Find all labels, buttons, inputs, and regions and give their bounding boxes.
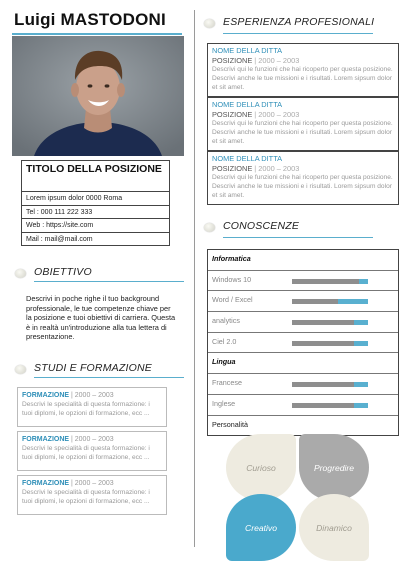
skill-name: Word / Excel (212, 295, 253, 305)
education-label: FORMAZIONE (22, 392, 70, 399)
company-name: NOME DELLA DITTA (212, 100, 283, 109)
contact-mail: Mail : mail@mail.com (26, 235, 93, 243)
job-position: POSIZIONE (212, 109, 253, 119)
job-dates: | 2000 – 2003 (252, 109, 300, 119)
skills-category-lingua: Lingua (208, 353, 398, 374)
personality-petal-dinamico: Dinamico (299, 494, 369, 561)
skill-bar (292, 403, 368, 408)
job-desc: Descrivi qui le funzioni che hai ricoperto per questa posizione. Descrivi anche le tue missioni e i risultati. Lorem sipsum dolor et sit amet. (212, 66, 393, 91)
education-dates: | 2000 – 2003 (69, 436, 114, 443)
contact-address: Lorem ipsum dolor 0000 Roma (22, 192, 169, 206)
personality-petal-progredire: Progredire (299, 434, 369, 501)
skill-name: Ciel 2.0 (212, 336, 237, 346)
company-name: NOME DELLA DITTA (212, 46, 283, 55)
skill-name: Windows 10 (212, 274, 252, 284)
skill-row (208, 395, 398, 416)
education-entry (17, 475, 167, 515)
skill-bar (292, 382, 368, 387)
skill-row (208, 333, 398, 354)
job-position: POSIZIONE (212, 163, 253, 173)
bullet-icon (204, 223, 215, 232)
skills-table (207, 249, 399, 436)
column-divider (194, 10, 195, 547)
section-title: CONOSCENZE (223, 220, 300, 232)
skill-bar-fill (292, 299, 338, 304)
skill-row (208, 291, 398, 312)
section-experience (204, 16, 396, 34)
section-rule (34, 377, 184, 378)
section-education (15, 362, 185, 380)
portrait-image (12, 36, 184, 156)
skill-bar-fill (292, 382, 354, 387)
education-dates: | 2000 – 2003 (69, 392, 114, 399)
bullet-icon (15, 365, 26, 374)
skill-name: Francese (212, 378, 242, 388)
education-desc: Descrivi le specialità di questa formazione: i tuoi diplomi, le opzioni di formazione, ecc ... (22, 489, 150, 505)
bullet-icon (204, 19, 215, 28)
position-title: TITOLO DELLA POSIZIONE (22, 161, 169, 192)
education-label: FORMAZIONE (22, 436, 70, 443)
contact-web: Web : https://site.com (22, 219, 169, 233)
education-entry (17, 431, 167, 471)
skill-bar (292, 320, 368, 325)
section-rule (34, 281, 184, 282)
contact-box (21, 160, 170, 246)
job-desc: Descrivi qui le funzioni che hai ricoperto per questa posizione. Descrivi anche le tue missioni e i risultati. Lorem sipsum dolor et sit amet. (212, 120, 393, 145)
experience-entry (207, 97, 399, 151)
section-title: OBIETTIVO (34, 266, 92, 278)
education-dates: | 2000 – 2003 (69, 480, 114, 487)
education-entry (17, 387, 167, 427)
skill-bar-fill (292, 403, 354, 408)
section-title: STUDI E FORMAZIONE (34, 362, 152, 374)
section-objective (15, 266, 185, 284)
education-desc: Descrivi le specialità di questa formazione: i tuoi diplomi, le opzioni di formazione, ecc ... (22, 401, 150, 417)
candidate-name: Luigi MASTODONI (14, 10, 166, 29)
skill-bar (292, 279, 368, 284)
bullet-icon (15, 269, 26, 278)
objective-text: Descrivi in poche righe il tuo background professionale, le tue competenze chiave per la posizione e tuoi obiettivi di carriera. Questa è in realtà un'introduzione alla tua lettera di presentazione. (26, 294, 176, 342)
section-title: ESPERIENZA PROFESIONALI (223, 16, 375, 28)
skill-bar-fill (292, 279, 359, 284)
experience-entry (207, 43, 399, 97)
personality-petal-curioso: Curioso (226, 434, 296, 501)
skill-row (208, 374, 398, 395)
name-underline (12, 33, 182, 35)
experience-entry (207, 151, 399, 205)
section-rule (223, 33, 373, 34)
section-rule (223, 237, 373, 238)
job-desc: Descrivi qui le funzioni che hai ricoperto per questa posizione. Descrivi anche le tue missioni e i risultati. Lorem sipsum dolor et sit amet. (212, 174, 393, 199)
skill-bar-fill (292, 320, 354, 325)
education-desc: Descrivi le specialità di questa formazione: i tuoi diplomi, le opzioni di formazione, ecc ... (22, 445, 150, 461)
personality-petal-creativo: Creativo (226, 494, 296, 561)
skill-bar (292, 341, 368, 346)
job-position: POSIZIONE (212, 55, 253, 65)
section-skills (204, 220, 396, 238)
skill-row (208, 312, 398, 333)
contact-phone: Tel : 000 111 222 333 (22, 206, 169, 220)
job-dates: | 2000 – 2003 (252, 55, 300, 65)
skill-bar (292, 299, 368, 304)
skill-name: analytics (212, 316, 240, 326)
skills-category-informatica: Informatica (208, 250, 398, 271)
skill-row (208, 271, 398, 292)
skills-category-personalita: Personalità (212, 419, 248, 429)
job-dates: | 2000 – 2003 (252, 163, 300, 173)
skill-bar-fill (292, 341, 354, 346)
skill-name: Inglese (212, 398, 236, 408)
profile-photo (12, 36, 184, 156)
education-label: FORMAZIONE (22, 480, 70, 487)
company-name: NOME DELLA DITTA (212, 154, 283, 163)
